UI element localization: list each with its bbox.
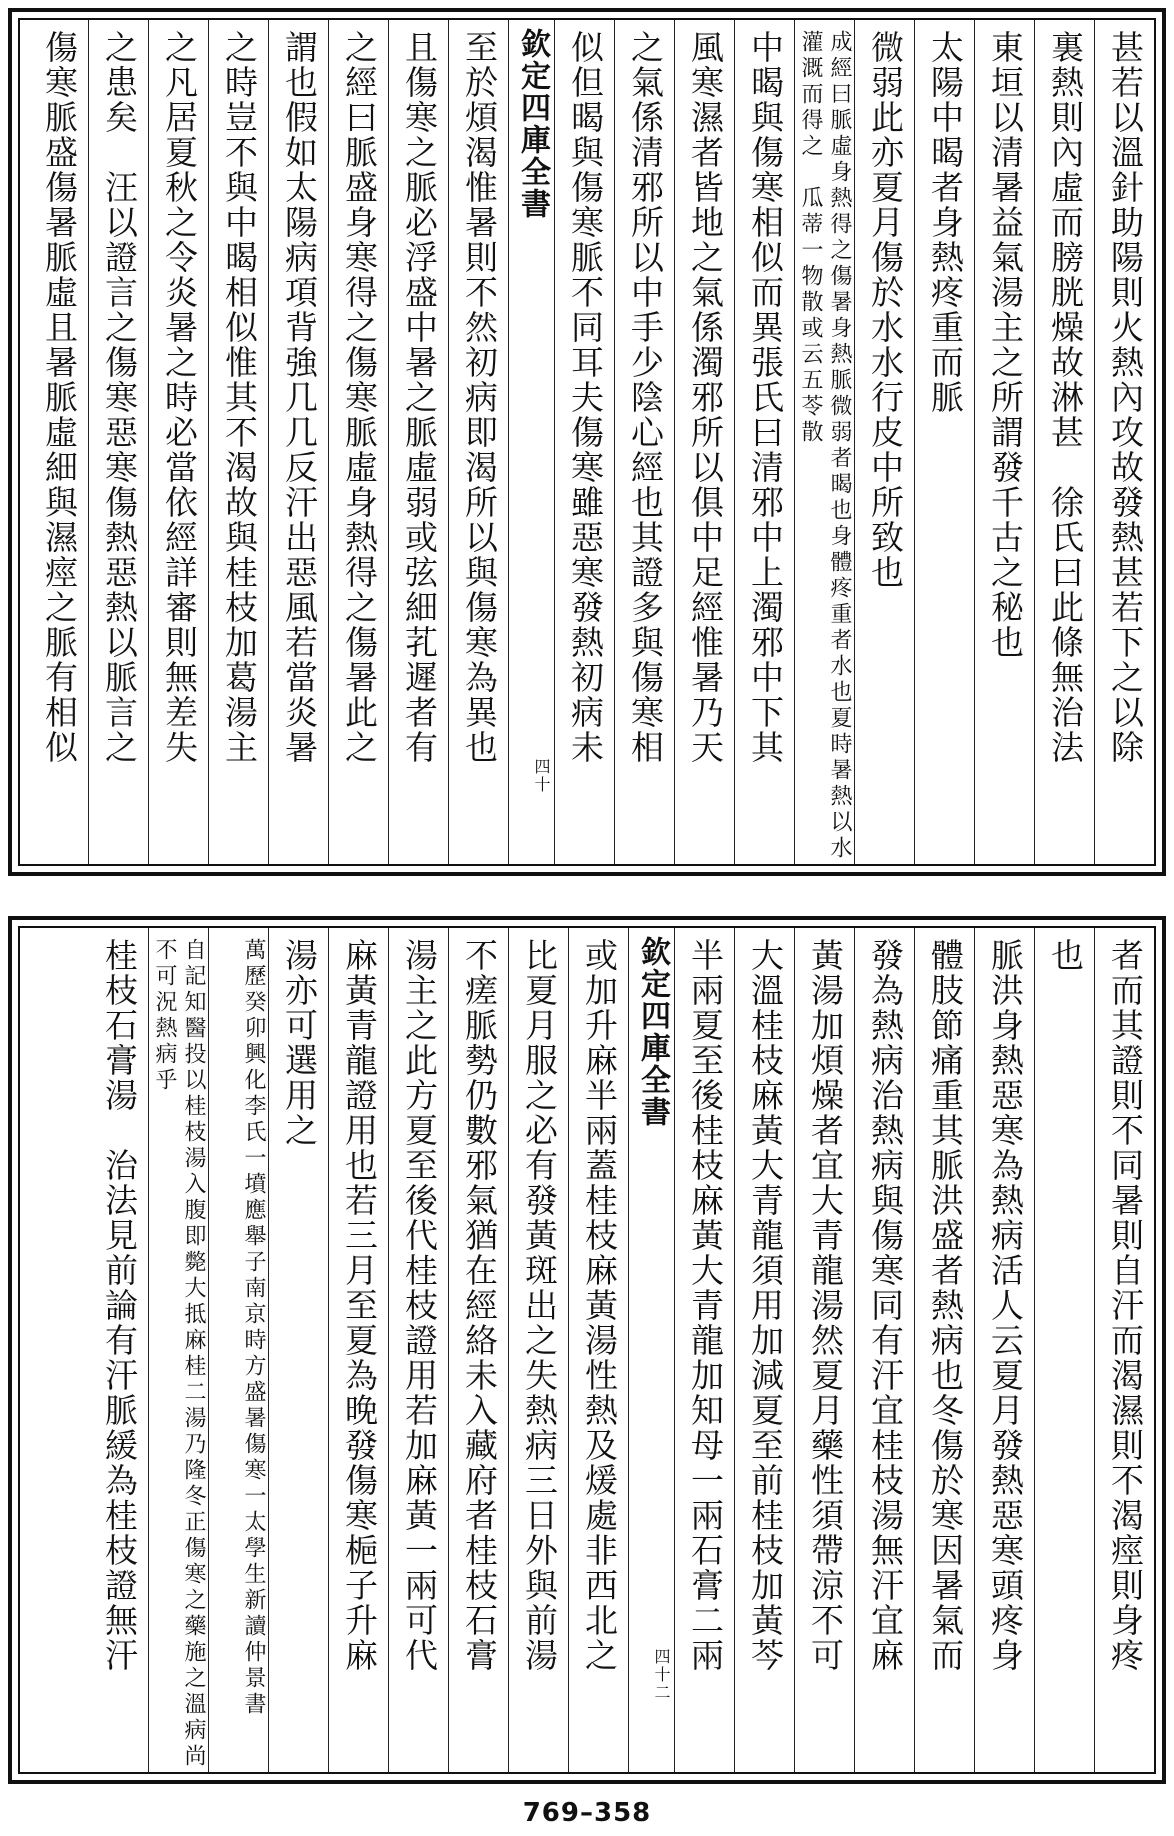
page-number: 四十二 xyxy=(652,1648,671,1702)
text-column: 或加升麻半兩蓋桂枝麻黃湯性熱及煖處非西北之 xyxy=(568,928,628,1772)
text-column: 湯亦可選用之 xyxy=(268,928,328,1772)
top-page-columns xyxy=(20,20,1154,864)
text-column: 黃湯加煩燥者宜大青龍湯然夏月藥性須帶涼不可 xyxy=(794,928,854,1772)
text-column: 比夏月服之必有發黃斑出之失熱病三日外與前湯 xyxy=(508,928,568,1772)
text-column: 之凡居夏秋之令炎暑之時必當依經詳審則無差失 xyxy=(148,20,208,864)
text-column: 中暍與傷寒相似而異張氏曰清邪中上濁邪中下其 xyxy=(734,20,794,864)
page-number: 四十 xyxy=(532,758,551,794)
text-column: 也 xyxy=(1034,928,1094,1772)
text-column: 不瘥脈勢仍數邪氣猶在經絡未入藏府者桂枝石膏 xyxy=(448,928,508,1772)
catalog-number: 769–358 xyxy=(522,1798,652,1828)
text-column: 湯主之此方夏至後代桂枝證用若加麻黃一兩可代 xyxy=(388,928,448,1772)
text-column: 之時豈不與中暍相似惟其不渴故與桂枝加葛湯主 xyxy=(208,20,268,864)
text-column: 者而其證則不同暑則自汗而渴濕則不渴痙則身疼 xyxy=(1094,928,1154,1772)
page-gutter xyxy=(628,928,674,1772)
bottom-page xyxy=(8,916,1166,1784)
top-page xyxy=(8,8,1166,876)
text-column: 大溫桂枝麻黃大青龍須用加減夏至前桂枝加黃芩 xyxy=(734,928,794,1772)
text-column: 東垣以清暑益氣湯主之所謂發千古之秘也 xyxy=(974,20,1034,864)
text-column: 桂枝石膏湯 治法見前論有汗脈緩為桂枝證無汗 xyxy=(100,938,139,1673)
commentary-column: 萬歷癸卯興化李氏一墳應舉子南京時方盛暑傷寒一太學生新讀仲景書 xyxy=(208,928,268,1772)
text-column: 且傷寒之脈必浮盛中暑之脈虛弱或弦細芤遲者有 xyxy=(388,20,448,864)
text-column: 發為熱病治熱病與傷寒同有汗宜桂枝湯無汗宜麻 xyxy=(854,928,914,1772)
text-column: 之氣係清邪所以中手少陰心經也其證多與傷寒相 xyxy=(614,20,674,864)
bottom-page-frame xyxy=(18,926,1156,1774)
collection-title: 欽定四庫全書 xyxy=(515,28,550,220)
top-page-frame xyxy=(18,18,1156,866)
page-gutter xyxy=(508,20,554,864)
text-column: 裏熱則內虛而膀胱燥故淋甚 徐氏曰此條無治法 xyxy=(1034,20,1094,864)
text-column: 甚若以溫針助陽則火熱內攻故發熱甚若下之以除 xyxy=(1094,20,1154,864)
text-column: 脈洪身熱惡寒為熱病活人云夏月發熱惡寒頭疼身 xyxy=(974,928,1034,1772)
text-column: 之患矣 汪以證言之傷寒惡寒傷熱惡熱以脈言之 xyxy=(88,20,148,864)
text-column: 至於煩渴惟暑則不然初病即渴所以與傷寒為異也 xyxy=(448,20,508,864)
text-column: 謂也假如太陽病項背強几几反汗出惡風若當炎暑 xyxy=(268,20,328,864)
collection-title: 欽定四庫全書 xyxy=(635,936,670,1128)
text-column: 微弱此亦夏月傷於水水行皮中所致也 xyxy=(854,20,914,864)
commentary-column: 成經曰脈虛身熱得之傷暑身熱脈微弱者暍也身體疼重者水也夏時暑熱以水灌溉而得之 瓜蒂一物散或云五苓散 xyxy=(794,20,854,864)
text-column: 似但暍與傷寒脈不同耳夫傷寒雖惡寒發熱初病未 xyxy=(554,20,614,864)
text-column: 半兩夏至後桂枝麻黃大青龍加知母一兩石膏二兩 xyxy=(674,928,734,1772)
text-column: 麻黃青龍證用也若三月至夏為晚發傷寒梔子升麻 xyxy=(328,928,388,1772)
bottom-page-columns xyxy=(20,928,1154,1772)
text-column: 傷寒脈盛傷暑脈虛且暑脈虛細與濕痙之脈有相似 xyxy=(40,30,79,765)
text-column: 之經曰脈盛身寒得之傷寒脈虛身熱得之傷暑此之 xyxy=(328,20,388,864)
text-column: 風寒濕者皆地之氣係濁邪所以俱中足經惟暑乃天 xyxy=(674,20,734,864)
text-column: 體肢節痛重其脈洪盛者熱病也冬傷於寒因暑氣而 xyxy=(914,928,974,1772)
commentary-column: 自記知醫投以桂枝湯入腹即斃大抵麻桂二湯乃隆冬正傷寒之藥施之溫病尚不可況熱病乎 xyxy=(148,928,208,1772)
text-column: 太陽中暍者身熱疼重而脈 xyxy=(914,20,974,864)
